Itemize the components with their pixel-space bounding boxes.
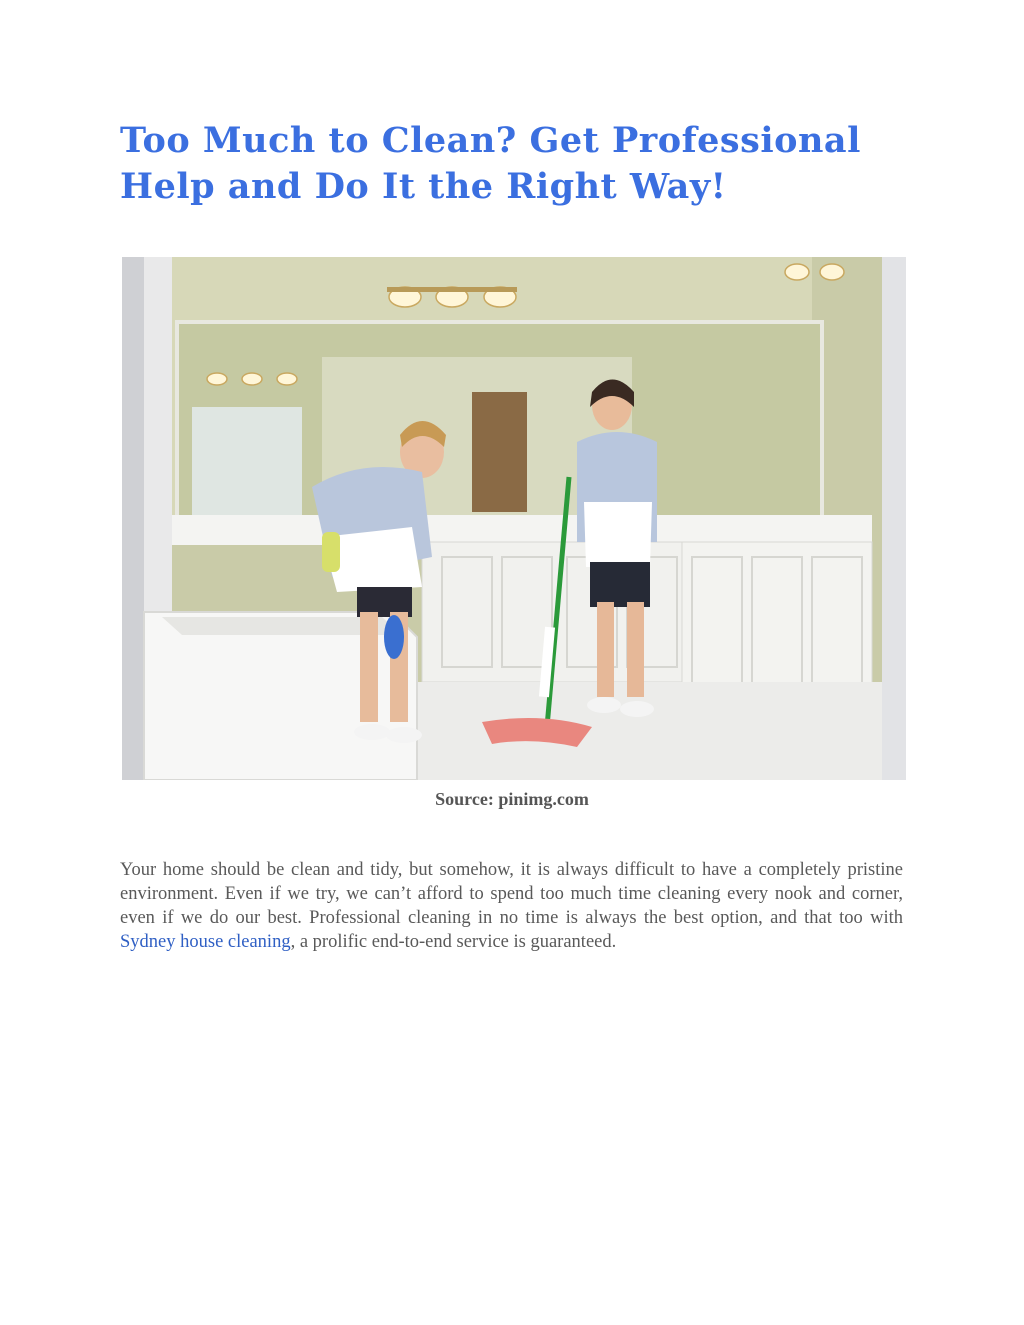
image-caption: Source: pinimg.com bbox=[435, 789, 589, 809]
cleaning-photo bbox=[122, 257, 906, 780]
paragraph-text-before-link: Your home should be clean and tidy, but somehow, it is always difficult to have a completely pristine environment. Even if we try, we can’t afford to spend too much time cleaning every nook and corner, even if we do our best. Professional cleaning in no time is always the best option, and that too with bbox=[120, 860, 903, 928]
sydney-house-cleaning-link[interactable]: Sydney house cleaning bbox=[120, 932, 291, 952]
body-paragraph bbox=[120, 858, 903, 954]
paragraph-text-after-link: , a prolific end-to-end service is guaranteed. bbox=[290, 932, 617, 952]
article-title: Too Much to Clean? Get Professional Help and Do It the Right Way! bbox=[120, 120, 861, 207]
